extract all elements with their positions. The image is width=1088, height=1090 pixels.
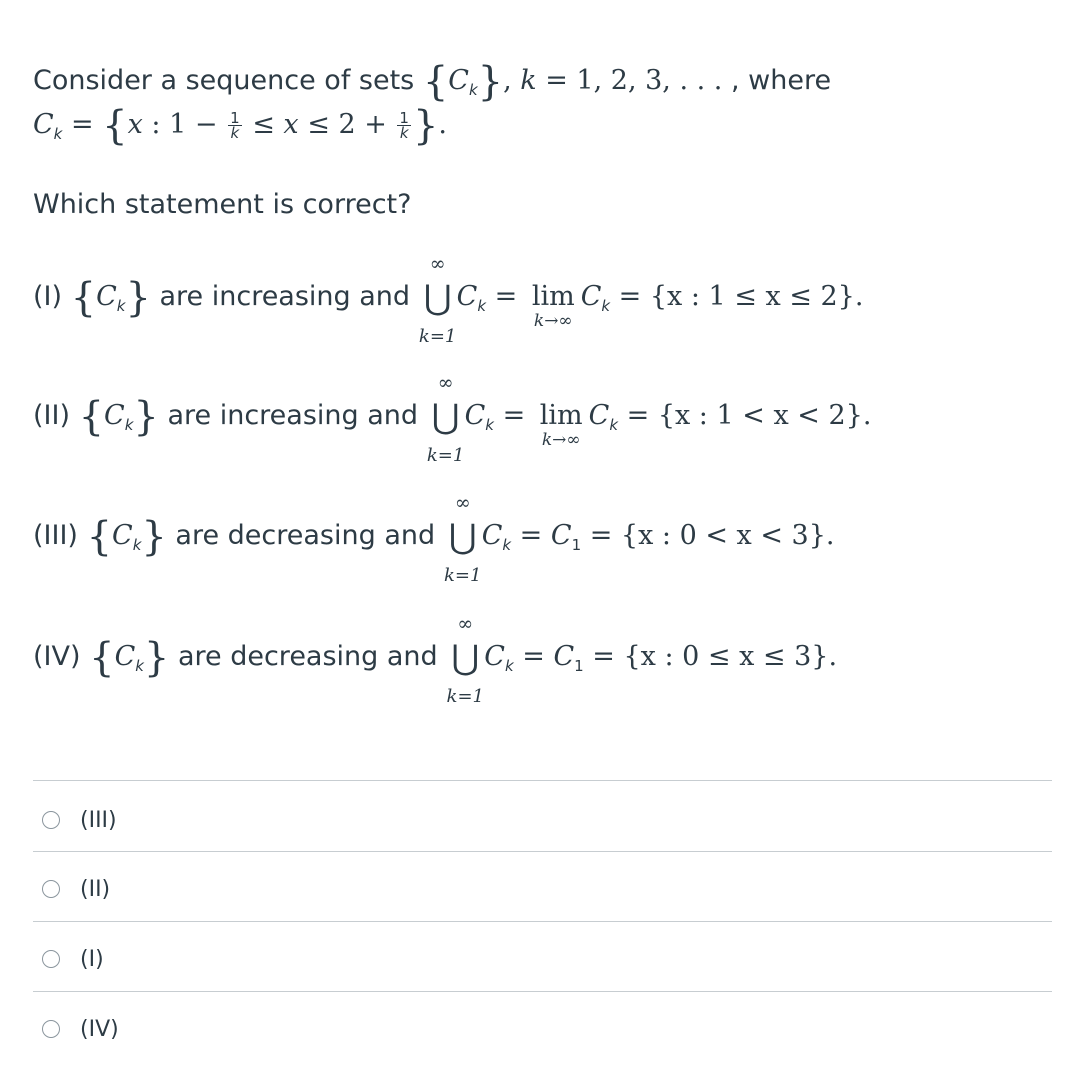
statement-iv: (IV) $\{C_k\}$ are decreasing and ∞ ⋃ k=1 $C_k = C_1 = \{x$ : 0 ≤ x ≤ 3}.: [33, 612, 838, 707]
radio-button[interactable]: [42, 1020, 60, 1038]
divider: [33, 991, 1052, 992]
statement-trend: are decreasing and: [177, 641, 438, 672]
answer-option-label[interactable]: (III): [80, 807, 117, 833]
divider: [33, 921, 1052, 922]
statement-iii: (III) $\{C_k\}$ are decreasing and ∞ ⋃ k=1 $C_k = C_1 = \{x$ : 0 < x < 3}.: [33, 491, 835, 586]
radio-button[interactable]: [42, 880, 60, 898]
statement-i: (I) $\{C_k\}$ are increasing and ∞ ⋃ k=1 $C_k = \lim$ k→∞ $C_k = \{x$ : 1 ≤ x ≤ 2}.: [33, 252, 864, 347]
statement-label: (I): [33, 281, 63, 312]
radio-button[interactable]: [42, 811, 60, 829]
statement-trend: are increasing and: [159, 281, 411, 312]
limit-operator: lim k→∞: [531, 281, 575, 331]
question-intro-where: , where: [730, 65, 832, 96]
divider: [33, 780, 1052, 781]
union-operator: ∞ ⋃ k=1: [446, 612, 485, 707]
statement-ii: (II) $\{C_k\}$ are increasing and ∞ ⋃ k=1 $C_k = \lim$ k→∞ $C_k = \{x$ : 1 < x < 2}.: [33, 371, 872, 466]
question-intro-text: Consider a sequence of sets: [33, 65, 423, 96]
radio-button[interactable]: [42, 950, 60, 968]
answer-option-label[interactable]: (IV): [80, 1016, 119, 1042]
answer-option[interactable]: [42, 805, 117, 835]
statement-label: (IV): [33, 641, 81, 672]
answer-option[interactable]: [42, 1014, 119, 1044]
answer-option-label[interactable]: (I): [80, 946, 104, 972]
statement-label: (III): [33, 520, 78, 551]
union-operator: ∞ ⋃ k=1: [418, 252, 457, 347]
question-prompt: Which statement is correct?: [33, 189, 412, 220]
question-intro-line: Consider a sequence of sets $\{C_k\}$, k = 1, 2, 3, . . . , where: [33, 59, 832, 105]
statement-label: (II): [33, 400, 70, 431]
answer-option[interactable]: [42, 944, 104, 974]
statement-rhs: {x : 0 < x < 3}.: [620, 520, 835, 551]
set-definition: $C_k = \{x$ : 1 − $\frac{1}{k}$ ≤ x ≤ 2 + $\frac{1}{k}$ }.: [33, 103, 448, 149]
statement-rhs: {x : 1 < x < 2}.: [657, 400, 872, 431]
union-operator: ∞ ⋃ k=1: [444, 491, 482, 586]
answer-option[interactable]: [42, 874, 110, 904]
union-operator: ∞ ⋃ k=1: [426, 371, 465, 466]
statement-rhs: {x : 1 ≤ x ≤ 2}.: [649, 281, 864, 312]
statement-trend: are decreasing and: [175, 520, 436, 551]
divider: [33, 851, 1052, 852]
statement-rhs: {x : 0 ≤ x ≤ 3}.: [623, 641, 838, 672]
limit-operator: lim k→∞: [539, 400, 583, 450]
statement-trend: are increasing and: [167, 400, 419, 431]
answer-option-label[interactable]: (II): [80, 876, 111, 902]
